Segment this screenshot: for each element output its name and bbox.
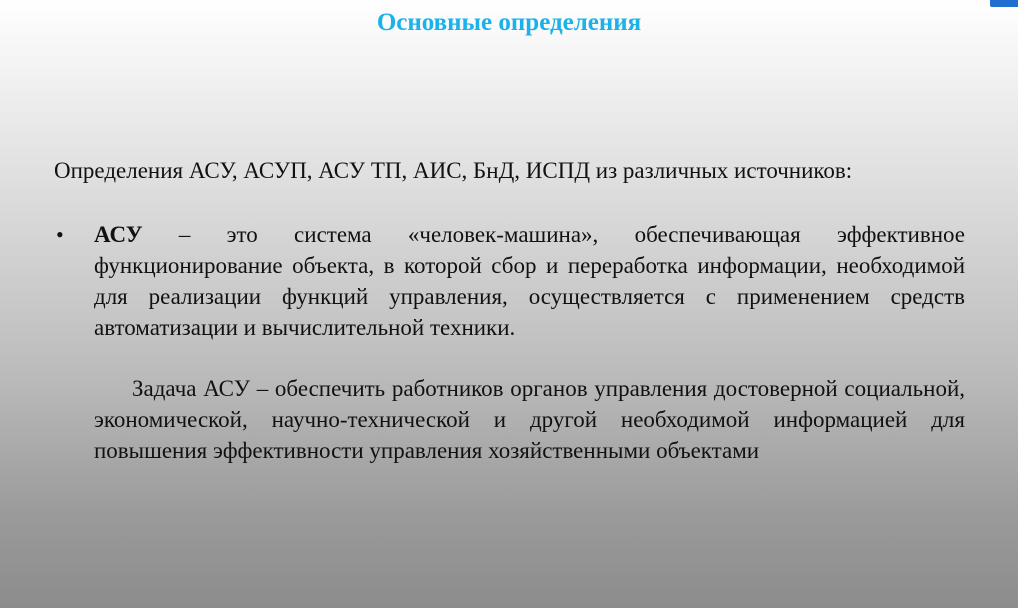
bullet-text xyxy=(94,219,965,343)
slide-title: Основные определения xyxy=(376,9,642,36)
bullet-item xyxy=(54,219,965,343)
bullet-definition: – это система «человек-машина», обеспечивающая эффективное функционирование объекта, в которой сбор и переработка информации, необходимой для реализации функций управления, осуществляется с применением средств автоматизации и вычислительной техники. xyxy=(94,222,965,340)
task-paragraph: Задача АСУ – обеспечить работников органов управления достоверной социальной, экономической, научно-технической и другой необходимой информацией для повышения эффективности управления хозяйственными объектами xyxy=(94,376,965,463)
bullet-marker: • xyxy=(56,222,64,247)
corner-marker xyxy=(990,0,1018,7)
intro-text: Определения АСУ, АСУП, АСУ ТП, АИС, БнД, ИСПД из различных источников: xyxy=(54,158,853,183)
bullet-term: АСУ xyxy=(94,222,143,247)
